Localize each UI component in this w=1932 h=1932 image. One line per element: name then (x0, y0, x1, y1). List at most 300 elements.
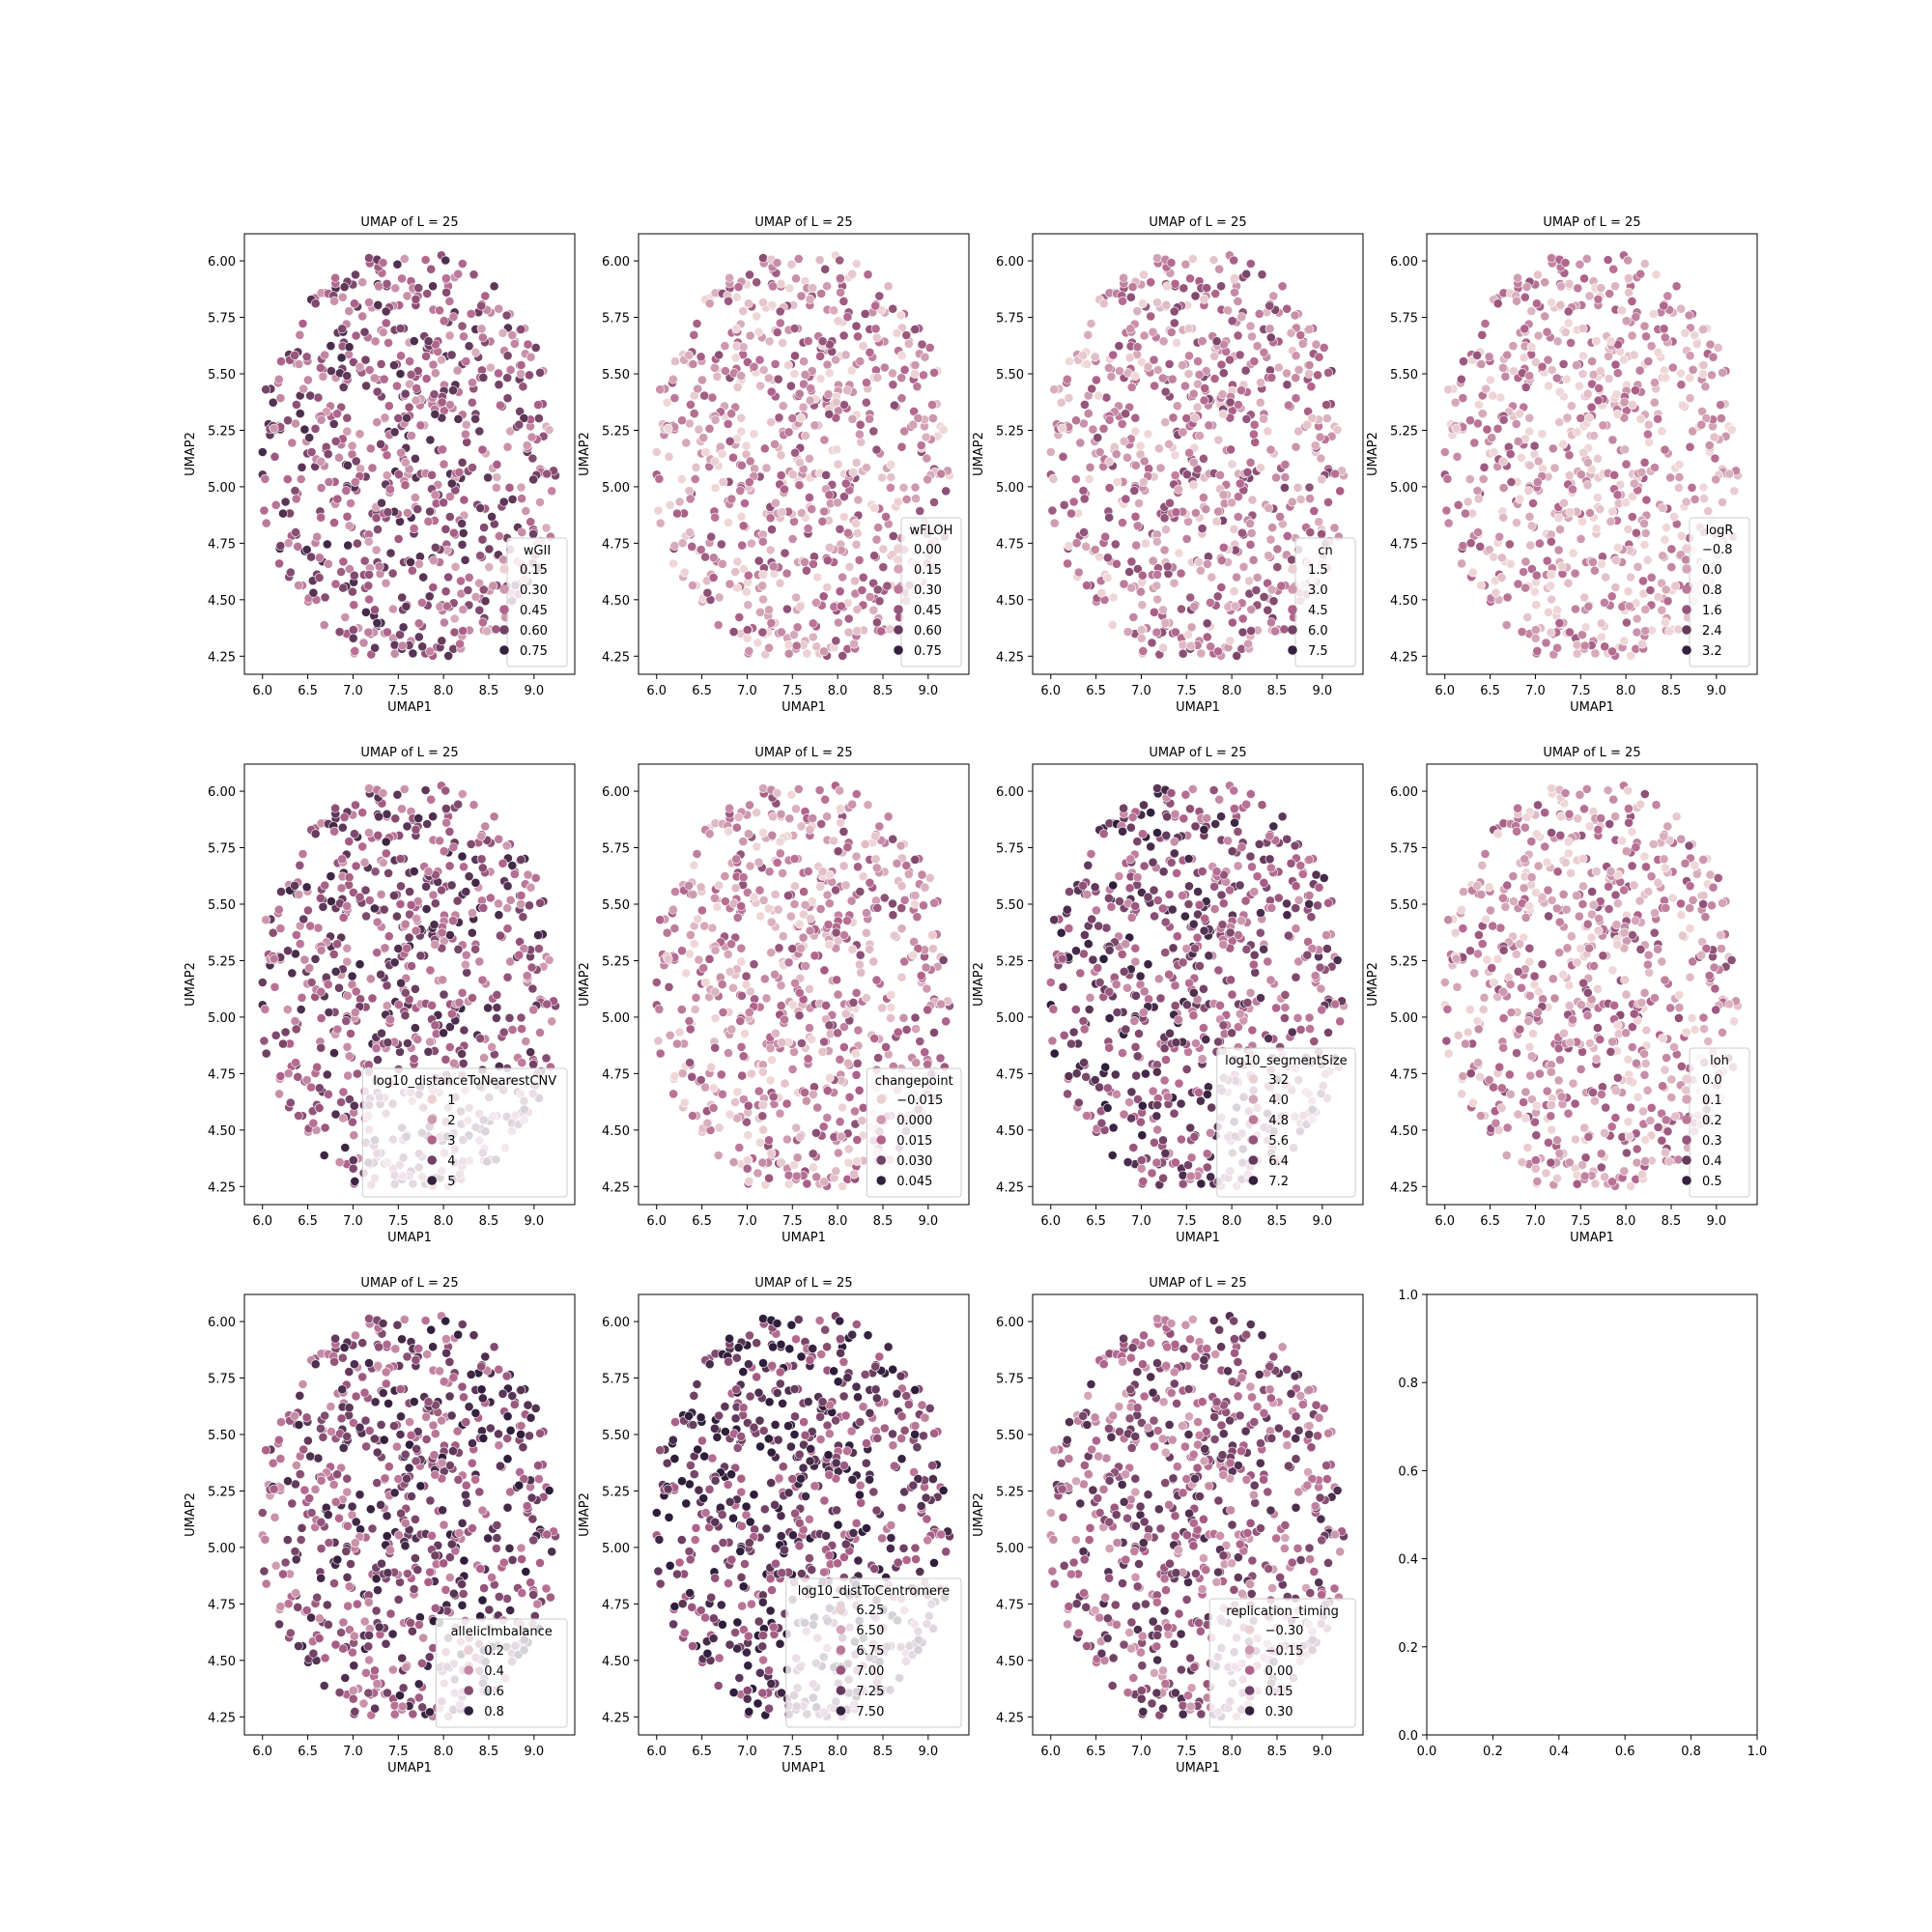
scatter-point (344, 1071, 353, 1080)
scatter-point (1216, 470, 1225, 479)
scatter-point (1255, 309, 1264, 318)
scatter-point (707, 1063, 716, 1071)
scatter-point (1210, 352, 1219, 360)
scatter-point (813, 1103, 822, 1112)
scatter-point (528, 454, 537, 463)
scatter-point (1552, 374, 1561, 383)
scatter-point (724, 827, 733, 836)
scatter-point (806, 396, 814, 405)
legend (867, 1068, 961, 1197)
legend-marker (1682, 584, 1691, 594)
scatter-point (804, 525, 812, 533)
scatter-point (317, 946, 326, 954)
scatter-point (477, 301, 486, 310)
scatter-point (1479, 474, 1488, 483)
scatter-point (1186, 1123, 1195, 1132)
legend-marker (876, 1155, 886, 1165)
scatter-point (429, 582, 438, 591)
scatter-point (810, 952, 819, 960)
scatter-point (407, 961, 415, 970)
scatter-point (275, 1090, 284, 1098)
scatter-point (465, 573, 473, 582)
scatter-point (809, 633, 817, 641)
scatter-point (410, 1055, 418, 1064)
x-tick-label: 9.0 (1312, 684, 1333, 698)
scatter-point (842, 386, 851, 395)
scatter-point (462, 888, 470, 896)
scatter-point (535, 497, 544, 506)
scatter-point (765, 867, 774, 876)
scatter-point (1147, 278, 1155, 287)
scatter-point (1198, 525, 1207, 533)
scatter-point (416, 421, 425, 430)
scatter-point (793, 623, 802, 632)
scatter-point (489, 582, 497, 590)
scatter-point (765, 643, 774, 652)
scatter-point (281, 497, 290, 506)
scatter-point (710, 894, 719, 902)
scatter-point (1459, 357, 1467, 366)
scatter-point (481, 822, 490, 831)
scatter-point (351, 270, 359, 279)
scatter-point (819, 647, 828, 656)
scatter-point (820, 507, 829, 516)
scatter-point (493, 990, 501, 999)
scatter-point (758, 537, 767, 546)
scatter-point (928, 931, 937, 940)
scatter-point (1102, 923, 1111, 932)
scatter-point (1134, 498, 1143, 507)
scatter-point (1622, 460, 1631, 469)
scatter-point (401, 458, 410, 467)
scatter-point (298, 849, 307, 858)
scatter-point (297, 474, 305, 483)
scatter-point (899, 1013, 908, 1022)
scatter-point (414, 284, 423, 293)
scatter-point (1202, 505, 1210, 514)
scatter-point (1206, 598, 1214, 607)
scatter-point (339, 557, 348, 566)
scatter-point (700, 922, 709, 930)
scatter-point (824, 921, 833, 929)
scatter-point (373, 949, 382, 957)
scatter-point (925, 873, 934, 882)
scatter-point (445, 1042, 454, 1051)
scatter-point (1172, 508, 1180, 517)
scatter-point (400, 784, 409, 793)
scatter-point (1576, 260, 1584, 269)
scatter-point (733, 557, 742, 566)
scatter-point (345, 343, 354, 352)
scatter-point (1601, 642, 1609, 651)
scatter-point (832, 1167, 840, 1176)
scatter-point (1676, 369, 1685, 378)
scatter-point (809, 1163, 817, 1172)
scatter-point (1303, 420, 1312, 429)
scatter-point (797, 822, 806, 831)
scatter-point (1141, 539, 1150, 548)
scatter-point (1532, 571, 1541, 580)
scatter-point (1686, 394, 1694, 403)
scatter-point (1541, 278, 1549, 287)
scatter-point (771, 970, 780, 979)
scatter-point (406, 357, 414, 366)
scatter-point (1525, 512, 1534, 521)
scatter-point (1152, 582, 1161, 590)
scatter-point (401, 389, 410, 398)
scatter-point (1133, 307, 1142, 316)
scatter-point (677, 475, 686, 484)
scatter-point (836, 274, 844, 283)
scatter-point (1177, 605, 1185, 613)
scatter-point (1577, 534, 1585, 543)
scatter-point (1599, 421, 1607, 430)
scatter-point (1681, 328, 1690, 337)
scatter-point (713, 902, 722, 911)
scatter-point (320, 620, 328, 629)
scatter-point (1605, 374, 1613, 383)
scatter-point (909, 420, 918, 429)
scatter-point (709, 554, 718, 562)
scatter-point (329, 519, 338, 527)
scatter-point (350, 1131, 358, 1140)
scatter-point (821, 265, 830, 273)
scatter-point (1131, 413, 1140, 422)
x-tick-label: 9.0 (918, 1214, 939, 1229)
scatter-point (1115, 366, 1123, 375)
scatter-point (767, 1056, 776, 1065)
scatter-point (1591, 649, 1600, 658)
scatter-point (1154, 444, 1163, 453)
scatter-point (429, 556, 438, 565)
scatter-point (852, 988, 861, 997)
scatter-point (897, 374, 906, 383)
scatter-point (721, 342, 729, 351)
scatter-point (1613, 543, 1622, 552)
scatter-point (1203, 633, 1211, 641)
scatter-point (818, 1047, 827, 1056)
scatter-point (753, 809, 761, 817)
scatter-point (1533, 646, 1542, 655)
scatter-point (1215, 795, 1224, 804)
scatter-point (431, 940, 440, 949)
scatter-point (1158, 374, 1167, 383)
y-tick-label: 4.50 (996, 1123, 1024, 1139)
scatter-point (484, 473, 493, 482)
scatter-point (352, 457, 360, 466)
scatter-point (788, 534, 797, 543)
scatter-point (1250, 420, 1259, 429)
x-tick-label: 6.5 (298, 1214, 318, 1229)
scatter-point (498, 328, 507, 337)
scatter-point (337, 884, 346, 893)
scatter-point (1521, 557, 1530, 566)
y-tick-label: 5.00 (208, 480, 236, 496)
scatter-point (1524, 486, 1533, 495)
scatter-point (1644, 420, 1653, 429)
scatter-point (463, 968, 471, 977)
scatter-point (278, 1039, 287, 1048)
scatter-point (737, 512, 746, 521)
scatter-point (1292, 374, 1300, 383)
scatter-point (441, 256, 450, 265)
scatter-point (454, 945, 463, 953)
scatter-point (1131, 512, 1140, 521)
scatter-point (836, 256, 844, 265)
scatter-point (817, 289, 826, 298)
scatter-point (330, 827, 339, 836)
scatter-point (719, 1008, 727, 1016)
scatter-point (832, 398, 840, 407)
scatter-point (839, 930, 848, 939)
scatter-point (352, 331, 360, 340)
scatter-point (925, 343, 934, 352)
scatter-point (1548, 365, 1556, 374)
scatter-point (816, 374, 825, 383)
scatter-point (1253, 342, 1262, 351)
scatter-point (1502, 620, 1511, 629)
scatter-point (382, 307, 390, 316)
scatter-point (729, 1158, 738, 1167)
scatter-point (401, 988, 410, 997)
scatter-point (270, 424, 278, 433)
scatter-point (1154, 975, 1163, 983)
scatter-point (769, 812, 778, 821)
legend-marker (1288, 564, 1297, 574)
scatter-point (261, 1005, 270, 1013)
scatter-point (790, 899, 799, 908)
scatter-point (1158, 606, 1167, 614)
scatter-point (296, 861, 304, 869)
scatter-point (1131, 371, 1140, 380)
scatter-point (711, 987, 720, 996)
scatter-point (666, 500, 674, 509)
scatter-point (377, 498, 385, 507)
scatter-point (852, 458, 861, 467)
scatter-point (1080, 527, 1089, 536)
scatter-point (382, 579, 390, 587)
scatter-point (788, 1001, 797, 1009)
y-tick-label: 4.75 (996, 537, 1024, 553)
scatter-point (428, 1001, 437, 1009)
scatter-point (806, 825, 814, 834)
scatter-point (923, 1060, 932, 1068)
scatter-point (1627, 573, 1635, 582)
scatter-point (458, 540, 467, 549)
scatter-point (488, 1042, 497, 1051)
scatter-point (1493, 299, 1502, 308)
scatter-point (1499, 457, 1508, 466)
scatter-point (758, 784, 767, 793)
scatter-point (1080, 400, 1089, 409)
scatter-point (1238, 628, 1247, 637)
scatter-point (403, 822, 412, 831)
scatter-point (767, 1149, 776, 1157)
scatter-point (848, 945, 857, 953)
scatter-point (441, 587, 450, 596)
scatter-point (1060, 500, 1068, 509)
scatter-point (844, 1158, 853, 1167)
scatter-point (727, 410, 736, 418)
scatter-point (381, 413, 389, 422)
scatter-point (1278, 282, 1287, 291)
scatter-point (1099, 299, 1108, 308)
scatter-point (1103, 573, 1112, 582)
scatter-point (412, 384, 421, 392)
scatter-point (317, 415, 326, 424)
scatter-point (800, 1088, 809, 1096)
subplot-title: UMAP of L = 25 (360, 746, 459, 760)
legend-entry-label: 0.30 (914, 583, 942, 598)
scatter-point (1136, 972, 1145, 980)
subplot-title: UMAP of L = 25 (360, 215, 459, 230)
scatter-point (904, 339, 913, 348)
legend-marker (1288, 625, 1297, 635)
scatter-point (1525, 413, 1534, 422)
scatter-point (708, 393, 717, 402)
scatter-point (1122, 495, 1130, 503)
y-axis-label: UMAP2 (184, 962, 198, 1007)
scatter-point (414, 633, 423, 641)
scatter-point (745, 801, 753, 810)
scatter-point (1122, 983, 1131, 992)
scatter-point (1315, 518, 1323, 526)
scatter-point (1108, 620, 1117, 629)
scatter-point (1717, 401, 1725, 410)
scatter-point (809, 619, 817, 628)
scatter-point (1150, 608, 1158, 616)
scatter-point (839, 1042, 848, 1051)
scatter-point (836, 805, 844, 813)
scatter-point (866, 878, 874, 887)
scatter-point (1237, 313, 1246, 322)
y-tick-label: 4.25 (208, 650, 236, 666)
scatter-point (1578, 352, 1587, 360)
scatter-point (1633, 628, 1641, 637)
scatter-point (769, 282, 778, 291)
scatter-point (1533, 270, 1542, 279)
y-tick-label: 4.25 (208, 1180, 236, 1196)
subplot-3 (972, 215, 1363, 715)
scatter-point (928, 945, 937, 953)
scatter-point (820, 1037, 829, 1046)
scatter-point (324, 559, 332, 568)
scatter-point (524, 870, 532, 879)
scatter-point (422, 882, 431, 891)
scatter-point (319, 372, 327, 381)
scatter-point (737, 991, 746, 1000)
scatter-point (855, 555, 864, 564)
legend-entry-label: 1.5 (1308, 563, 1328, 578)
scatter-point (1476, 581, 1485, 589)
x-tick-label: 7.0 (343, 1214, 363, 1229)
scatter-point (1620, 398, 1629, 407)
scatter-point (360, 858, 369, 867)
scatter-point (424, 1047, 433, 1056)
scatter-point (1561, 327, 1570, 336)
x-tick-label: 8.0 (433, 1214, 454, 1229)
scatter-point (377, 970, 385, 979)
scatter-point (1562, 375, 1571, 384)
scatter-point (1190, 602, 1199, 611)
scatter-point (536, 898, 545, 907)
scatter-point (767, 418, 776, 427)
scatter-point (447, 1009, 456, 1018)
scatter-point (535, 1028, 544, 1037)
scatter-point (744, 830, 753, 838)
scatter-point (1633, 614, 1641, 623)
scatter-point (677, 416, 686, 425)
x-axis-label: UMAP1 (781, 700, 826, 715)
scatter-point (769, 562, 778, 571)
scatter-point (1066, 509, 1075, 518)
scatter-point (1465, 416, 1474, 425)
scatter-point (517, 325, 526, 333)
y-tick-label: 6.00 (208, 785, 236, 801)
scatter-point (1516, 495, 1524, 503)
scatter-point (1214, 1037, 1223, 1046)
scatter-point (773, 258, 781, 267)
y-tick-label: 5.00 (208, 1010, 236, 1026)
scatter-point (724, 519, 732, 527)
y-tick-label: 6.00 (996, 255, 1024, 270)
scatter-point (1597, 559, 1605, 568)
scatter-point (1184, 352, 1193, 360)
scatter-point (744, 299, 753, 308)
scatter-point (1228, 460, 1236, 469)
scatter-point (853, 1059, 862, 1067)
scatter-point (1503, 351, 1512, 359)
scatter-point (1662, 524, 1671, 532)
scatter-point (292, 527, 300, 536)
scatter-point (1226, 355, 1235, 364)
scatter-point (1246, 789, 1255, 798)
scatter-point (823, 360, 832, 369)
x-tick-label: 6.5 (1480, 684, 1500, 698)
scatter-point (403, 944, 412, 952)
scatter-point (1492, 588, 1500, 597)
scatter-point (1149, 556, 1157, 565)
scatter-point (864, 801, 872, 810)
scatter-point (823, 891, 832, 899)
x-tick-label: 9.0 (524, 684, 545, 698)
scatter-point (1260, 878, 1268, 887)
scatter-point (1118, 419, 1126, 428)
scatter-point (1622, 498, 1631, 507)
scatter-point (1509, 366, 1518, 375)
scatter-point (1638, 639, 1647, 648)
scatter-point (1605, 289, 1614, 298)
scatter-point (1316, 433, 1324, 441)
scatter-point (884, 282, 893, 291)
scatter-point (1246, 519, 1255, 527)
scatter-point (1647, 342, 1656, 351)
scatter-point (483, 627, 492, 636)
scatter-point (276, 357, 285, 366)
scatter-point (1237, 528, 1246, 537)
scatter-point (873, 585, 882, 594)
y-tick-label: 5.75 (996, 841, 1024, 857)
scatter-point (690, 861, 698, 869)
legend-entry-label: −0.8 (1702, 543, 1733, 557)
scatter-point (1168, 375, 1177, 384)
scatter-point (398, 593, 407, 602)
scatter-point (1085, 474, 1094, 483)
scatter-point (396, 324, 405, 332)
scatter-point (1215, 265, 1224, 273)
scatter-point (1553, 337, 1562, 346)
scatter-point (496, 401, 504, 410)
